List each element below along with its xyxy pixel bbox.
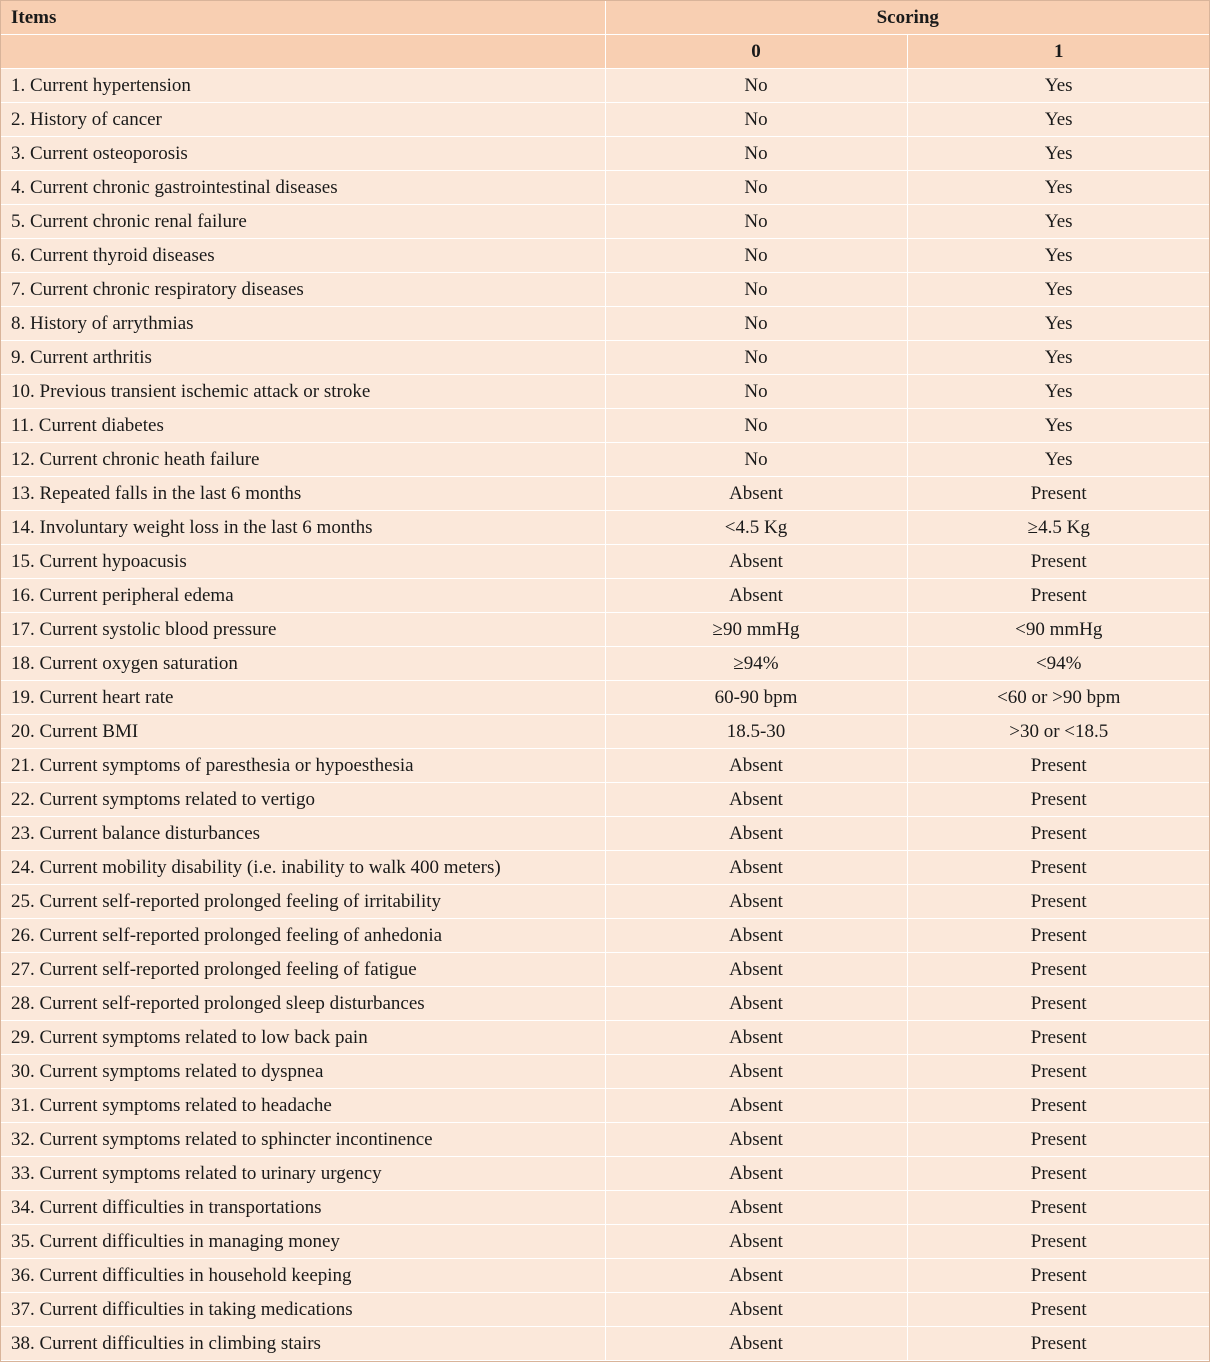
item-cell: 30. Current symptoms related to dyspnea bbox=[1, 1055, 605, 1089]
scoring-column-header: Scoring bbox=[605, 1, 1210, 35]
score-0-cell: Absent bbox=[605, 1191, 907, 1225]
item-cell: 1. Current hypertension bbox=[1, 69, 605, 103]
score-1-cell: Yes bbox=[907, 69, 1210, 103]
table-row bbox=[1, 1191, 1210, 1225]
score-0-cell: Absent bbox=[605, 1157, 907, 1191]
item-cell: 26. Current self-reported prolonged feeling of anhedonia bbox=[1, 919, 605, 953]
score-1-cell: Present bbox=[907, 817, 1210, 851]
item-cell: 34. Current difficulties in transportations bbox=[1, 1191, 605, 1225]
item-cell: 4. Current chronic gastrointestinal diseases bbox=[1, 171, 605, 205]
table-row bbox=[1, 137, 1210, 171]
table-row bbox=[1, 851, 1210, 885]
score-0-cell: Absent bbox=[605, 1259, 907, 1293]
item-cell: 16. Current peripheral edema bbox=[1, 579, 605, 613]
table-row bbox=[1, 1225, 1210, 1259]
score-1-cell: Yes bbox=[907, 409, 1210, 443]
score-0-cell: 60-90 bpm bbox=[605, 681, 907, 715]
item-cell: 18. Current oxygen saturation bbox=[1, 647, 605, 681]
score-0-cell: No bbox=[605, 273, 907, 307]
item-cell: 10. Previous transient ischemic attack or stroke bbox=[1, 375, 605, 409]
score-1-cell: Present bbox=[907, 749, 1210, 783]
score-1-cell: <60 or >90 bpm bbox=[907, 681, 1210, 715]
item-cell: 5. Current chronic renal failure bbox=[1, 205, 605, 239]
score-1-cell: Present bbox=[907, 1123, 1210, 1157]
score-1-cell: Yes bbox=[907, 273, 1210, 307]
table-row bbox=[1, 1123, 1210, 1157]
score-0-cell: Absent bbox=[605, 1225, 907, 1259]
item-cell: 27. Current self-reported prolonged feeling of fatigue bbox=[1, 953, 605, 987]
table-row bbox=[1, 1021, 1210, 1055]
score-1-cell: Present bbox=[907, 987, 1210, 1021]
score-0-cell: Absent bbox=[605, 579, 907, 613]
item-cell: 14. Involuntary weight loss in the last 6 months bbox=[1, 511, 605, 545]
item-cell: 13. Repeated falls in the last 6 months bbox=[1, 477, 605, 511]
score-0-cell: No bbox=[605, 443, 907, 477]
score-1-cell: ≥4.5 Kg bbox=[907, 511, 1210, 545]
score-0-cell: Absent bbox=[605, 1021, 907, 1055]
score-1-cell: Present bbox=[907, 1021, 1210, 1055]
score-1-cell: Present bbox=[907, 953, 1210, 987]
table-row bbox=[1, 511, 1210, 545]
score-1-cell: Yes bbox=[907, 375, 1210, 409]
score-0-cell: Absent bbox=[605, 987, 907, 1021]
score-1-cell: Present bbox=[907, 1259, 1210, 1293]
table-row bbox=[1, 69, 1210, 103]
item-cell: 23. Current balance disturbances bbox=[1, 817, 605, 851]
score-1-cell: Yes bbox=[907, 307, 1210, 341]
score-0-cell: 18.5-30 bbox=[605, 715, 907, 749]
table-row bbox=[1, 341, 1210, 375]
score-0-cell: No bbox=[605, 375, 907, 409]
table-row bbox=[1, 919, 1210, 953]
item-cell: 37. Current difficulties in taking medications bbox=[1, 1293, 605, 1327]
score-0-cell: No bbox=[605, 409, 907, 443]
table-row bbox=[1, 1327, 1210, 1361]
items-column-header: Items bbox=[1, 1, 605, 35]
score-1-cell: Present bbox=[907, 1089, 1210, 1123]
table-row bbox=[1, 171, 1210, 205]
score-0-cell: Absent bbox=[605, 1089, 907, 1123]
header-row-top bbox=[1, 1, 1210, 35]
table-row bbox=[1, 953, 1210, 987]
item-cell: 25. Current self-reported prolonged feeling of irritability bbox=[1, 885, 605, 919]
table-row bbox=[1, 307, 1210, 341]
item-cell: 19. Current heart rate bbox=[1, 681, 605, 715]
score-1-cell: Yes bbox=[907, 239, 1210, 273]
score-1-cell: Present bbox=[907, 1055, 1210, 1089]
score-0-cell: Absent bbox=[605, 1327, 907, 1361]
table-row bbox=[1, 715, 1210, 749]
table-row bbox=[1, 987, 1210, 1021]
score-0-cell: No bbox=[605, 307, 907, 341]
score-1-cell: Present bbox=[907, 477, 1210, 511]
score-1-cell: Yes bbox=[907, 205, 1210, 239]
table-row bbox=[1, 103, 1210, 137]
table-row bbox=[1, 545, 1210, 579]
score-0-cell: No bbox=[605, 171, 907, 205]
table-row bbox=[1, 273, 1210, 307]
table-header bbox=[1, 1, 1210, 69]
item-cell: 28. Current self-reported prolonged sleep disturbances bbox=[1, 987, 605, 1021]
score-1-cell: Yes bbox=[907, 137, 1210, 171]
item-cell: 8. History of arrythmias bbox=[1, 307, 605, 341]
table-row bbox=[1, 681, 1210, 715]
score-1-cell: Present bbox=[907, 1225, 1210, 1259]
item-cell: 31. Current symptoms related to headache bbox=[1, 1089, 605, 1123]
score-0-header: 0 bbox=[605, 35, 907, 69]
items-header-blank bbox=[1, 35, 605, 69]
item-cell: 12. Current chronic heath failure bbox=[1, 443, 605, 477]
score-1-cell: Yes bbox=[907, 103, 1210, 137]
score-0-cell: No bbox=[605, 239, 907, 273]
score-1-cell: Present bbox=[907, 1293, 1210, 1327]
score-0-cell: Absent bbox=[605, 817, 907, 851]
item-cell: 35. Current difficulties in managing money bbox=[1, 1225, 605, 1259]
score-0-cell: Absent bbox=[605, 919, 907, 953]
score-0-cell: Absent bbox=[605, 885, 907, 919]
item-cell: 38. Current difficulties in climbing stairs bbox=[1, 1327, 605, 1361]
item-cell: 9. Current arthritis bbox=[1, 341, 605, 375]
item-cell: 36. Current difficulties in household keeping bbox=[1, 1259, 605, 1293]
table-row bbox=[1, 817, 1210, 851]
item-cell: 3. Current osteoporosis bbox=[1, 137, 605, 171]
item-cell: 2. History of cancer bbox=[1, 103, 605, 137]
score-0-cell: No bbox=[605, 137, 907, 171]
score-0-cell: Absent bbox=[605, 1055, 907, 1089]
table-row bbox=[1, 477, 1210, 511]
table-body bbox=[1, 69, 1210, 1361]
table-row bbox=[1, 885, 1210, 919]
score-1-cell: Present bbox=[907, 885, 1210, 919]
table-row bbox=[1, 783, 1210, 817]
table-row bbox=[1, 1259, 1210, 1293]
score-0-cell: Absent bbox=[605, 477, 907, 511]
table-row bbox=[1, 1089, 1210, 1123]
score-1-cell: Present bbox=[907, 851, 1210, 885]
table-row bbox=[1, 443, 1210, 477]
score-0-cell: Absent bbox=[605, 749, 907, 783]
score-0-cell: No bbox=[605, 69, 907, 103]
score-0-cell: ≥90 mmHg bbox=[605, 613, 907, 647]
score-1-cell: >30 or <18.5 bbox=[907, 715, 1210, 749]
table-row bbox=[1, 1157, 1210, 1191]
table-row bbox=[1, 647, 1210, 681]
item-cell: 32. Current symptoms related to sphincter incontinence bbox=[1, 1123, 605, 1157]
score-0-cell: Absent bbox=[605, 953, 907, 987]
score-1-cell: Present bbox=[907, 1157, 1210, 1191]
item-cell: 20. Current BMI bbox=[1, 715, 605, 749]
score-0-cell: Absent bbox=[605, 783, 907, 817]
score-1-cell: <90 mmHg bbox=[907, 613, 1210, 647]
score-1-cell: Present bbox=[907, 1327, 1210, 1361]
score-1-cell: Present bbox=[907, 579, 1210, 613]
table-row bbox=[1, 579, 1210, 613]
table-row bbox=[1, 1055, 1210, 1089]
item-cell: 7. Current chronic respiratory diseases bbox=[1, 273, 605, 307]
score-1-cell: <94% bbox=[907, 647, 1210, 681]
item-cell: 15. Current hypoacusis bbox=[1, 545, 605, 579]
table-row bbox=[1, 749, 1210, 783]
table-row bbox=[1, 205, 1210, 239]
scoring-table bbox=[1, 1, 1210, 1361]
score-0-cell: No bbox=[605, 103, 907, 137]
score-1-header: 1 bbox=[907, 35, 1210, 69]
item-cell: 33. Current symptoms related to urinary urgency bbox=[1, 1157, 605, 1191]
score-0-cell: Absent bbox=[605, 1123, 907, 1157]
score-0-cell: No bbox=[605, 205, 907, 239]
score-1-cell: Present bbox=[907, 919, 1210, 953]
item-cell: 24. Current mobility disability (i.e. inability to walk 400 meters) bbox=[1, 851, 605, 885]
score-0-cell: <4.5 Kg bbox=[605, 511, 907, 545]
score-0-cell: ≥94% bbox=[605, 647, 907, 681]
item-cell: 6. Current thyroid diseases bbox=[1, 239, 605, 273]
header-row-scores bbox=[1, 35, 1210, 69]
item-cell: 21. Current symptoms of paresthesia or hypoesthesia bbox=[1, 749, 605, 783]
score-0-cell: Absent bbox=[605, 851, 907, 885]
score-0-cell: Absent bbox=[605, 545, 907, 579]
score-1-cell: Present bbox=[907, 783, 1210, 817]
item-cell: 29. Current symptoms related to low back pain bbox=[1, 1021, 605, 1055]
score-1-cell: Present bbox=[907, 545, 1210, 579]
score-1-cell: Yes bbox=[907, 443, 1210, 477]
score-0-cell: Absent bbox=[605, 1293, 907, 1327]
table-row bbox=[1, 1293, 1210, 1327]
table-row bbox=[1, 409, 1210, 443]
score-1-cell: Yes bbox=[907, 171, 1210, 205]
item-cell: 11. Current diabetes bbox=[1, 409, 605, 443]
score-1-cell: Yes bbox=[907, 341, 1210, 375]
table-row bbox=[1, 375, 1210, 409]
table-row bbox=[1, 239, 1210, 273]
item-cell: 22. Current symptoms related to vertigo bbox=[1, 783, 605, 817]
item-cell: 17. Current systolic blood pressure bbox=[1, 613, 605, 647]
score-0-cell: No bbox=[605, 341, 907, 375]
table-row bbox=[1, 613, 1210, 647]
score-1-cell: Present bbox=[907, 1191, 1210, 1225]
